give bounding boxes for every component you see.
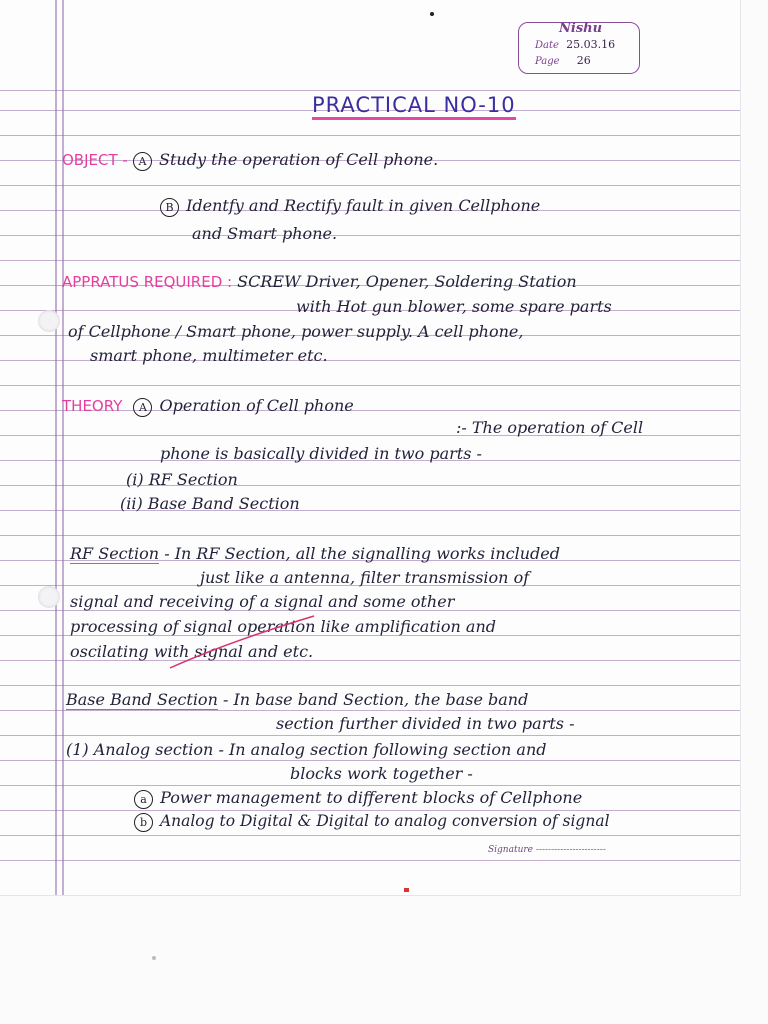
page-title: PRACTICAL NO-10 [312, 93, 516, 120]
pen-strike-mark [168, 612, 318, 672]
circled-marker: b [134, 813, 153, 832]
baseband-text-1: - In base band Section, the base band [222, 690, 529, 709]
rf-text-5: oscilating with signal and etc. [70, 642, 314, 661]
object-a-text: Study the operation of Cell phone. [159, 150, 439, 169]
circled-marker: A [133, 398, 152, 417]
stamp-page: 26 [576, 54, 591, 67]
theory-line [62, 396, 354, 417]
analog-text-2: blocks work together - [290, 764, 473, 783]
ink-mark [404, 888, 409, 892]
analog-label: (1) Analog section [66, 740, 214, 759]
theory-text-1: :- The operation of Cell [456, 418, 644, 437]
circled-marker: B [160, 198, 179, 217]
analog-text-1: - In analog section following section and [218, 740, 547, 759]
margin-line [55, 0, 57, 895]
circled-marker: A [133, 152, 152, 171]
punch-hole [38, 310, 60, 332]
apparatus-text-3: of Cellphone / Smart phone, power supply. A cell phone, [68, 322, 524, 341]
rf-text-3: signal and receiving of a signal and some other [70, 592, 455, 611]
analog-item-b-text: Analog to Digital & Digital to analog conversion of signal [159, 812, 610, 830]
theory-item-2: (ii) Base Band Section [120, 494, 300, 513]
analog-item-a-text: Power management to different blocks of Cellphone [160, 788, 583, 807]
theory-a-title: Operation of Cell phone [159, 396, 354, 415]
theory-item-1: (i) RF Section [126, 470, 238, 489]
rf-text-2: just like a antenna, filter transmission of [200, 568, 530, 587]
object-line-a [62, 150, 438, 171]
stamp-date-label: Date [535, 40, 559, 51]
margin-line [62, 0, 64, 895]
rf-label: RF Section [70, 544, 160, 563]
apparatus-line-1 [62, 272, 577, 291]
object-line-b [160, 196, 540, 217]
stamp-name: Nishu [559, 21, 603, 36]
object-label: OBJECT - [62, 151, 128, 169]
theory-text-2: phone is basically divided in two parts - [160, 444, 482, 463]
rf-line-1 [70, 544, 560, 563]
apparatus-text-1: SCREW Driver, Opener, Soldering Station [237, 272, 577, 291]
ink-dot [430, 12, 434, 16]
theory-label: THEORY [62, 397, 123, 415]
analog-line-1 [66, 740, 547, 759]
baseband-label: Base Band Section [66, 690, 218, 709]
object-b-text-2: and Smart phone. [192, 224, 338, 243]
analog-item-a [134, 788, 582, 809]
rf-text-4: processing of signal operation like amplification and [70, 617, 496, 636]
baseband-text-2: section further divided in two parts - [276, 714, 575, 733]
baseband-line-1 [66, 690, 528, 709]
apparatus-text-4: smart phone, multimeter etc. [90, 346, 328, 365]
punch-hole [38, 586, 60, 608]
stamp-date: 25.03.16 [566, 38, 616, 51]
scan-speck [152, 956, 156, 960]
object-b-text-1: Identfy and Rectify fault in given Cellphone [186, 196, 541, 215]
rf-text-1: - In RF Section, all the signalling works included [164, 544, 560, 563]
date-page-stamp [518, 22, 640, 74]
apparatus-text-2: with Hot gun blower, some spare parts [296, 297, 612, 316]
apparatus-label: APPRATUS REQUIRED : [62, 273, 233, 291]
analog-item-b [134, 812, 610, 832]
circled-marker: a [134, 790, 153, 809]
signature-line: Signature ----------------------- [488, 845, 606, 855]
stamp-page-label: Page [535, 56, 560, 67]
